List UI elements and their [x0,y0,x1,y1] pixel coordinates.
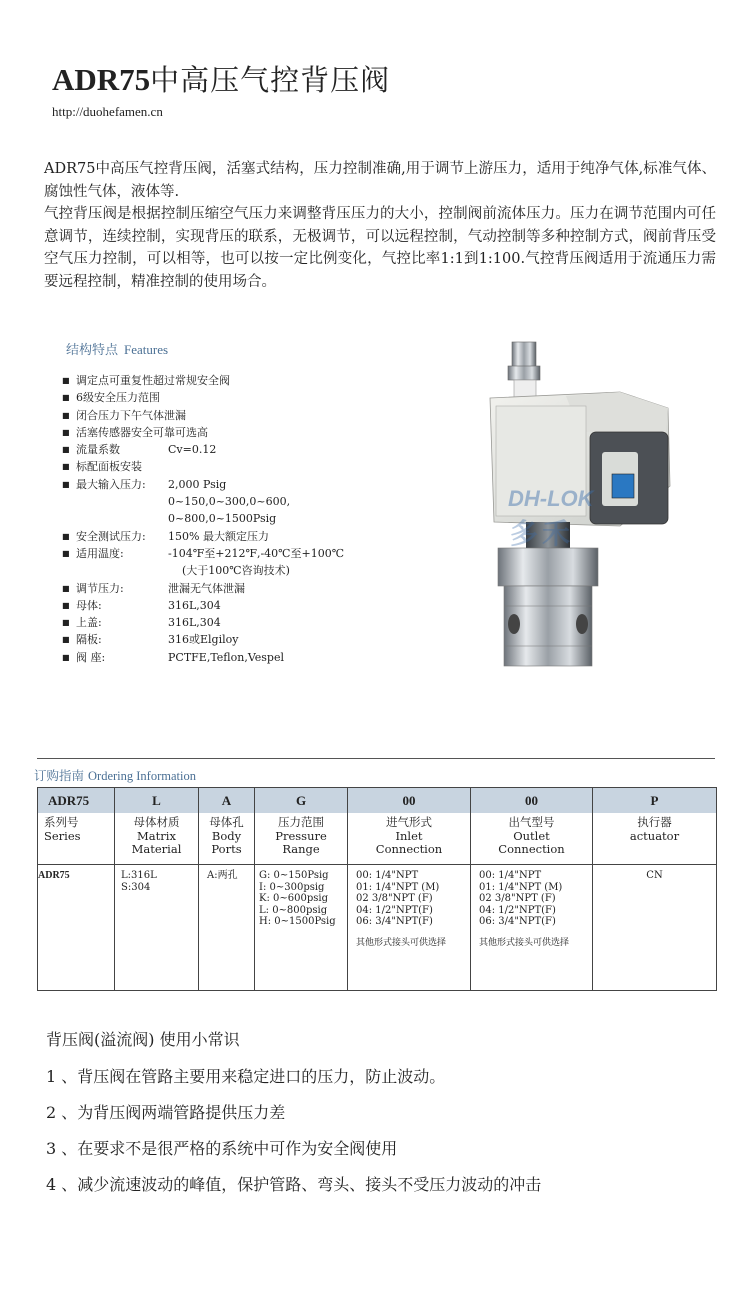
watermark-logo: DH-LOK [508,486,594,511]
feature-text: 活塞传感器安全可靠可选高 [76,425,208,439]
option-line: 04: 1/2"NPT(F) [479,904,556,916]
feature-item [62,476,344,493]
feature-item [62,545,344,562]
feature-label: 流量系数 [76,443,120,457]
column-label: 出气型号 Outlet Connection [471,813,593,865]
tip-item: 4 、减少流速波动的峰值，保护管路、弯头、接头不受压力波动的冲击 [46,1175,542,1194]
feature-label: 阀 座: [76,650,106,664]
code-cell: L [115,788,199,814]
feature-label: 安全测试压力: [76,529,146,543]
feature-value: 2,000 Psig [168,477,227,491]
feature-value: 316或Elgiloy [168,633,239,647]
features-heading-en: Features [124,342,169,357]
features-list [62,372,344,666]
bullet-icon: ■ [62,548,70,558]
code-cell: G [255,788,348,814]
feature-item [62,458,344,475]
options-row [38,865,717,991]
feature-label: 适用温度: [76,546,124,560]
tip-item: 1 、背压阀在管路主要用来稳定进口的压力，防止波动。 [46,1067,446,1086]
feature-text: 标配面板安装 [76,460,142,474]
code-row [38,788,717,814]
feature-item [62,631,344,648]
outlet-note: 其他形式接头可供选择 [479,937,570,948]
bullet-icon: ■ [62,393,70,403]
option-line: 06: 3/4"NPT(F) [479,916,556,927]
tip-item: 3 、在要求不是很严格的系统中可作为安全阀使用 [46,1139,398,1158]
feature-text: 6级安全压力范围 [76,391,160,405]
bullet-icon: ■ [62,600,70,610]
column-label: 母体材质 Matrix Material [115,813,199,865]
ports-cell [199,865,255,991]
feature-item [62,528,344,545]
feature-item [62,580,344,597]
feature-item [62,372,344,389]
page-title [52,58,390,99]
bullet-icon: ■ [62,618,70,628]
ordering-table [37,787,717,991]
feature-value-cont: 0~800,0~1500Psig [168,512,277,526]
code-cell: A [199,788,255,814]
code-cell: 00 [348,788,471,814]
feature-item [62,389,344,406]
website-url[interactable]: http://duohefamen.cn [52,104,163,119]
feature-value: 泄漏无气体泄漏 [168,581,245,595]
feature-value: -104℉至+212℉,-40℃至+100℃ [168,546,344,560]
bullet-icon: ■ [62,427,70,437]
feature-label: 隔板: [76,633,102,647]
product-image [470,336,710,681]
feature-label: 上盖: [76,616,102,630]
material-cell [115,865,199,991]
feature-value: 150% 最大额定压力 [168,529,269,543]
bullet-icon: ■ [62,445,70,455]
option-line: L:316L [121,870,157,881]
bullet-icon: ■ [62,410,70,420]
feature-value: PCTFE,Teflon,Vespel [168,650,285,664]
option-line: L: 0~800psig [259,904,328,916]
option-line: 06: 3/4"NPT(F) [356,916,433,927]
feature-value-cont: (大于100℃咨询技术) [182,564,290,578]
column-label: 进气形式 Inlet Connection [348,813,471,865]
column-label: 系列号 Series [38,813,115,865]
feature-item [62,649,344,666]
inlet-note: 其他形式接头可供选择 [356,937,447,948]
ordering-heading [34,766,196,784]
feature-value: 316L,304 [168,598,221,612]
bullet-icon: ■ [62,652,70,662]
bullet-icon: ■ [62,583,70,593]
option-line: 02 3/8"NPT (F) [479,893,556,904]
code-cell: 00 [471,788,593,814]
title-cn: 中高压气控背压阀 [150,63,391,97]
option-line: CN [646,870,663,881]
bullet-icon: ■ [62,376,70,385]
tips-heading: 背压阀(溢流阀) 使用小常识 [46,1030,240,1049]
bullet-icon: ■ [62,462,70,472]
bullet-icon: ■ [62,635,70,645]
option-line: S:304 [121,881,151,893]
bullet-icon: ■ [62,479,70,489]
intro-text [44,158,716,294]
tip-item: 2 、为背压阀两端管路提供压力差 [46,1103,286,1122]
column-label: 母体孔 Body Ports [199,813,255,865]
label-row [38,813,717,865]
option-line: A:两孔 [207,870,238,881]
feature-label: 最大输入压力: [76,477,146,491]
feature-text: 调定点可重复性超过常规安全阀 [76,374,230,387]
option-line: 01: 1/4"NPT (M) [356,881,440,893]
feature-item [62,441,344,458]
option-line: 02 3/8"NPT (F) [356,893,433,904]
section-divider [37,758,715,759]
option-line: K: 0~600psig [259,893,328,904]
feature-value: 316L,304 [168,616,221,630]
feature-item [62,407,344,424]
option-line: I: 0~300psig [259,881,325,893]
model-number: ADR75 [52,62,151,97]
column-label: 压力范围 Pressure Range [255,813,348,865]
intro-paragraph: ADR75中高压气控背压阀，活塞式结构，压力控制准确,用于调节上游压力，适用于纯净气体,标准气体、腐蚀性气体，液体等. [44,161,716,200]
ordering-heading-en: Ordering Information [88,769,196,783]
inlet-cell [348,865,471,991]
bullet-icon: ■ [62,531,70,541]
feature-value-cont: 0~150,0~300,0~600, [168,495,291,509]
series-cell: ADR75 [38,865,115,991]
pressure-cell [255,865,348,991]
option-line: 00: 1/4"NPT [356,870,419,881]
intro-paragraph: 气控背压阀是根据控制压缩空气压力来调整背压压力的大小，控制阀前流体压力。压力在调节范围内可任意调节，连续控制，实现背压的联系，无极调节，可以远程控制，气动控制等多种控制方式，阀前背压受空气压力控制，可以相等，也可以按一定比例变化，气控比率1:1到1:100.气控背压阀适用于流通压力需要远程控制，精准控制的使用场合。 [44,206,716,290]
feature-label: 调节压力: [76,581,124,595]
option-line: G: 0~150Psig [259,870,329,881]
actuator-cell [593,865,717,991]
column-label: 执行器 actuator [593,813,717,865]
feature-value: Cv=0.12 [168,443,217,457]
ordering-heading-cn: 订购指南 [34,768,85,783]
option-line: 01: 1/4"NPT (M) [479,881,563,893]
features-heading [66,339,168,358]
features-heading-cn: 结构特点 [66,343,119,358]
feature-item [62,614,344,631]
feature-text: 闭合压力下午气体泄漏 [76,408,186,422]
code-cell: ADR75 [38,788,115,814]
watermark-cn: 多禾 [510,517,575,550]
code-cell: P [593,788,717,814]
option-line: 04: 1/2"NPT(F) [356,904,433,916]
feature-item [62,424,344,441]
outlet-cell [471,865,593,991]
feature-item [62,597,344,614]
feature-label: 母体: [76,598,102,612]
option-line: H: 0~1500Psig [259,916,336,927]
option-line: 00: 1/4"NPT [479,870,542,881]
